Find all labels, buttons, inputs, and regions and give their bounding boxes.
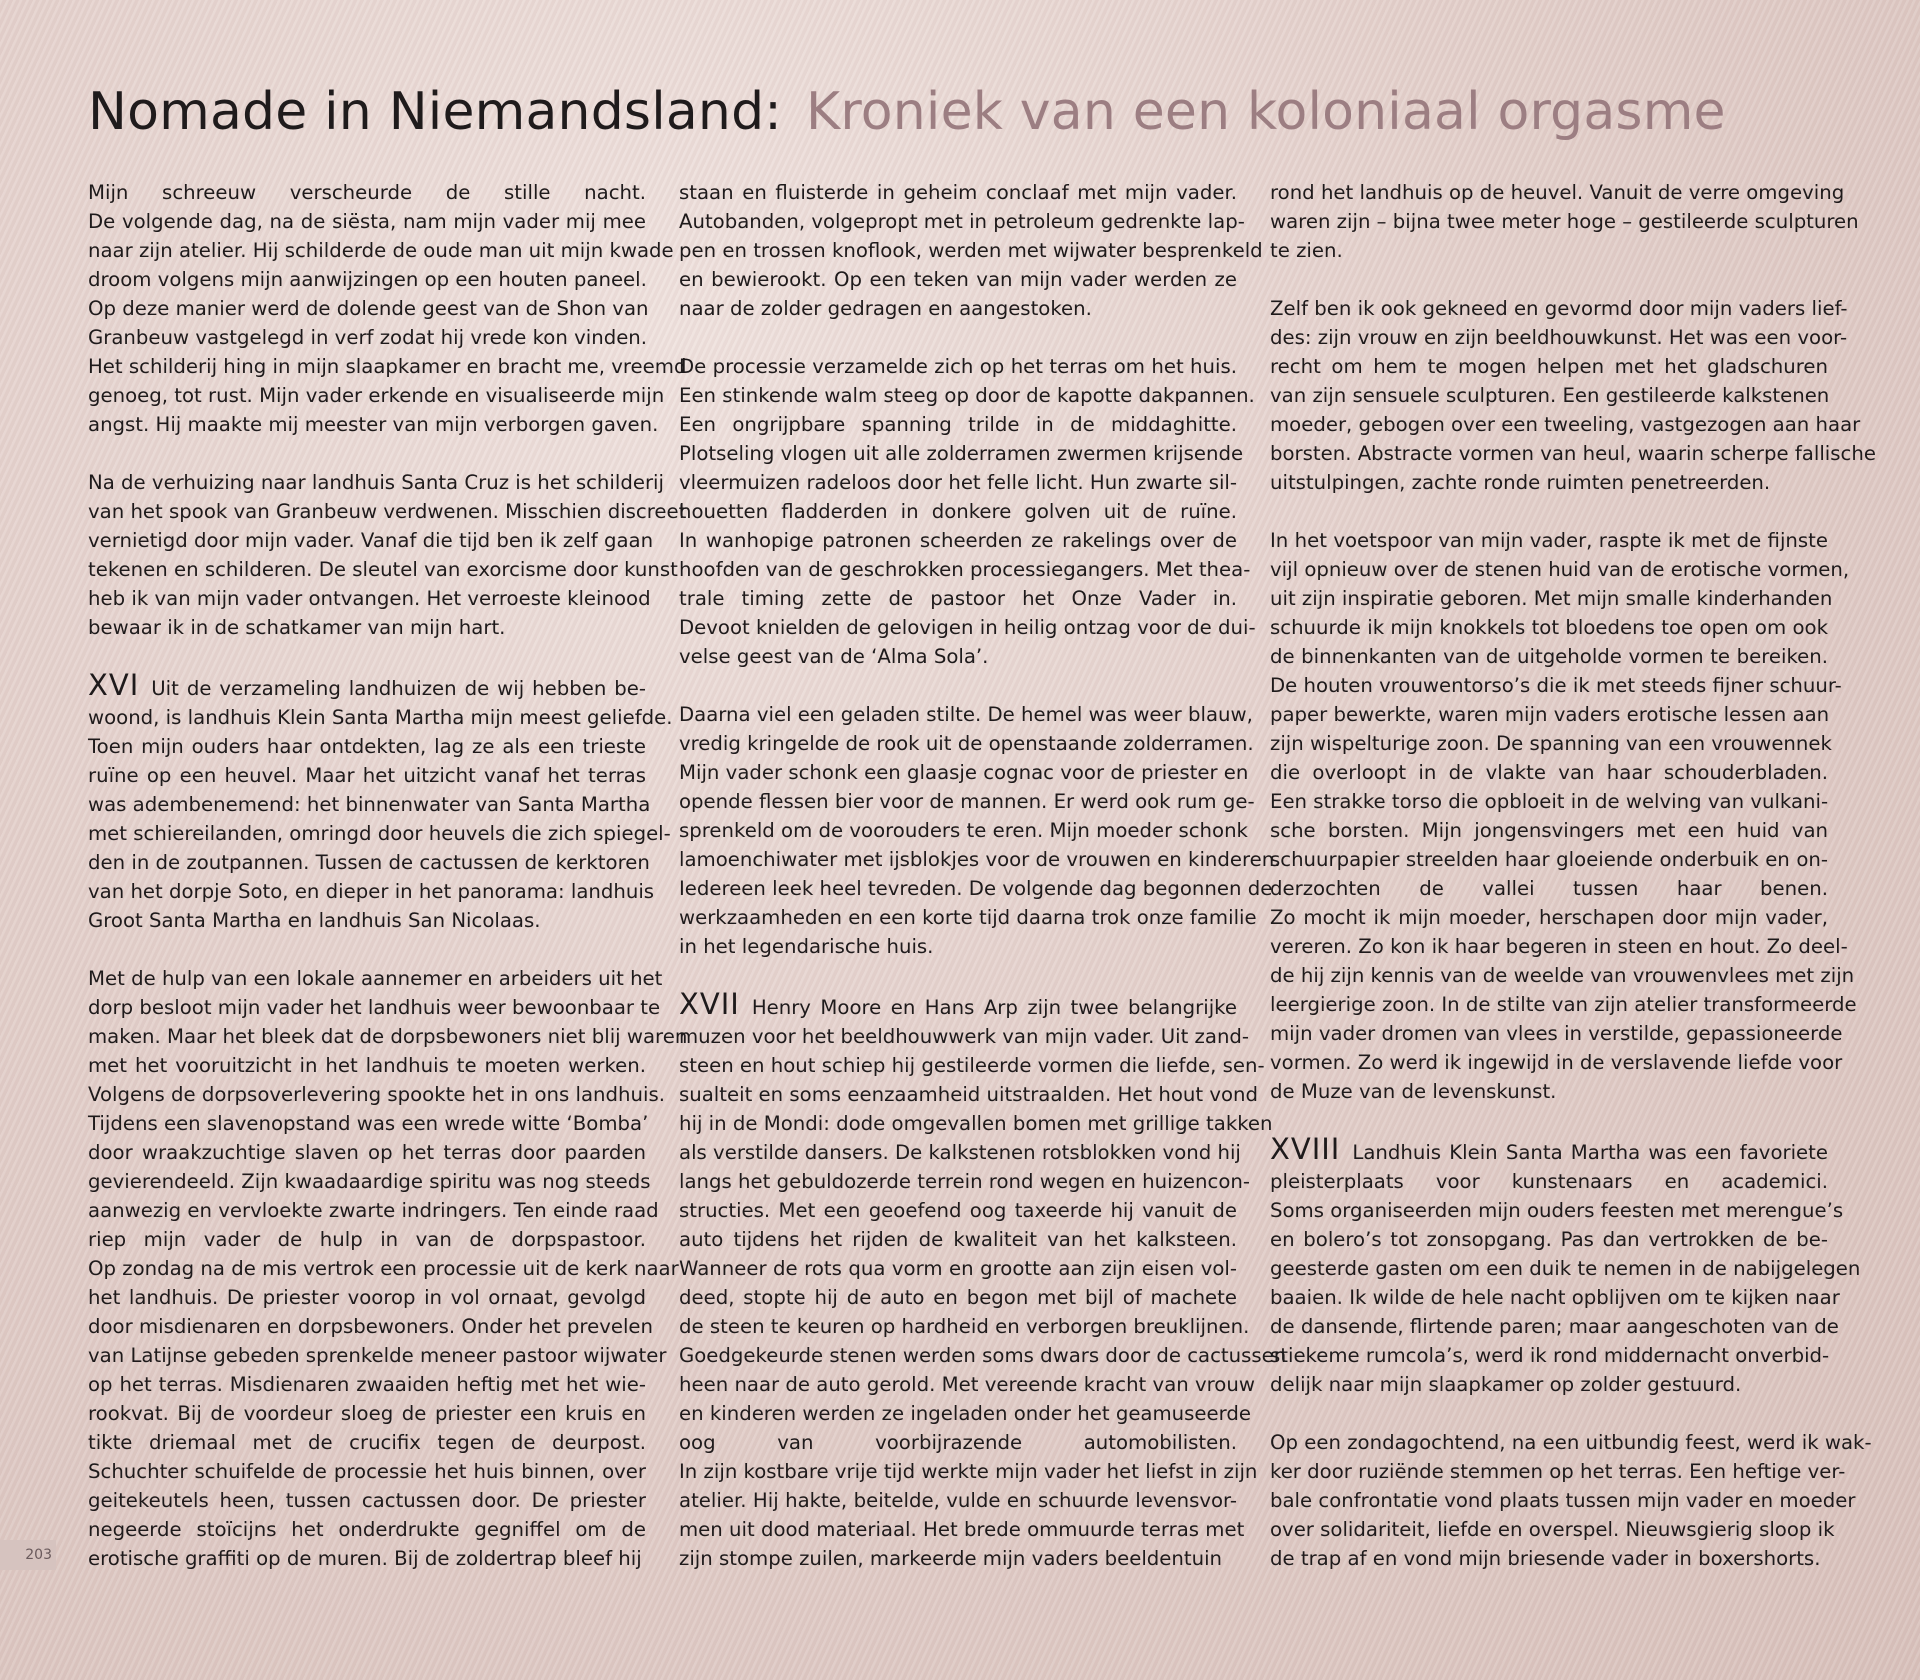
line-text: Wanneer de rots qua vorm en grootte aan zijn eisen vol-: [679, 1257, 1237, 1280]
line-text: De volgende dag, na de siësta, nam mijn vader mij mee: [88, 210, 646, 233]
page-title: [88, 72, 1726, 152]
line-text: werkzaamheden en een korte tijd daarna trok onze familie: [679, 906, 1257, 929]
text-line: [679, 1544, 1237, 1573]
line-text: maken. Maar het bleek dat de dorpsbewoners niet blij waren: [88, 1025, 688, 1048]
line-text: opende flessen bier voor de mannen. Er werd ook rum ge-: [679, 790, 1255, 813]
text-line: [88, 584, 651, 613]
line-text: In het voetspoor van mijn vader, raspte ik met de fijnste: [1270, 529, 1828, 552]
text-line: [679, 642, 1237, 671]
text-line: [1270, 584, 1833, 613]
text-line: [1270, 1544, 1828, 1573]
section-numeral: XVI: [88, 668, 140, 702]
text-line: [679, 1370, 1255, 1399]
line-text: langs het gebuldozerde terrein rond wegen en huizencon-: [679, 1170, 1250, 1193]
text-line: [88, 1486, 646, 1515]
text-line: [88, 294, 649, 323]
text-line: [88, 526, 654, 555]
line-text: Zelf ben ik ook gekneed en gevormd door mijn vaders lief-: [1270, 297, 1848, 320]
line-text: woond, is landhuis Klein Santa Martha mijn meest geliefde.: [88, 706, 673, 729]
text-line: [679, 236, 1263, 265]
line-text: pleisterplaats voor kunstenaars en academici.: [1270, 1170, 1828, 1193]
text-line: [88, 964, 663, 993]
line-text: geesterde gasten om een duik te nemen in de nabijgelegen: [1270, 1257, 1861, 1280]
line-text: angst. Hij maakte mij meester van mijn verborgen gaven.: [88, 413, 659, 436]
line-text: Zo mocht ik mijn moeder, herschapen door mijn vader,: [1270, 906, 1828, 929]
text-line: [679, 729, 1254, 758]
paragraph: [1270, 526, 1857, 1106]
text-line: [88, 1167, 651, 1196]
text-line: [88, 1225, 646, 1254]
line-text: borsten. Abstracte vormen van heul, waarin scherpe fallische: [1270, 442, 1876, 465]
text-line: [679, 874, 1273, 903]
line-text: zijn stompe zuilen, markeerde mijn vaders beeldentuin: [679, 1547, 1223, 1570]
text-line: [679, 903, 1257, 932]
text-line: [679, 352, 1237, 381]
text-line: [1270, 729, 1832, 758]
text-line: [1270, 845, 1828, 874]
line-text: gevierendeeld. Zijn kwaadaardige spiritu was nog steeds: [88, 1170, 651, 1193]
line-text: Mijn schreeuw verscheurde de stille nacht.: [88, 181, 646, 204]
paragraph: [88, 468, 687, 642]
paragraph: [679, 352, 1256, 671]
line-text: de dansende, flirtende paren; maar aangeschoten van de: [1270, 1315, 1839, 1338]
line-text: mijn vader dromen van vlees in verstilde, gepassioneerde: [1270, 1022, 1843, 1045]
line-text: zijn wispelturige zoon. De spanning van een vrouwennek: [1270, 732, 1832, 755]
text-line: [88, 1457, 646, 1486]
line-text: atelier. Hij hakte, beitelde, vulde en schuurde levensvor-: [679, 1489, 1237, 1512]
text-line: [679, 1051, 1265, 1080]
text-line: [679, 1486, 1237, 1515]
text-line: [88, 1399, 646, 1428]
line-text: die overloopt in de vlakte van haar schouderbladen.: [1270, 761, 1828, 784]
text-line: [1270, 1048, 1843, 1077]
line-text: Schuchter schuifelde de processie het huis binnen, over: [88, 1460, 646, 1483]
line-text: de hij zijn kennis van de weelde van vrouwenvlees met zijn: [1270, 964, 1855, 987]
line-text: Plotseling vlogen uit alle zolderramen zwermen krijsende: [679, 442, 1244, 465]
line-text: De processie verzamelde zich op het terras om het huis.: [679, 355, 1237, 378]
text-line: [1270, 1370, 1828, 1399]
text-line: [679, 178, 1237, 207]
line-text: ker door ruziënde stemmen op het terras. Een heftige ver-: [1270, 1460, 1846, 1483]
text-line: [88, 703, 673, 732]
text-line: [88, 732, 646, 761]
line-text: tekenen en schilderen. De sleutel van exorcisme door kunst: [88, 558, 678, 581]
line-text: met het vooruitzicht in het landhuis te moeten werken.: [88, 1054, 646, 1077]
line-text: heb ik van mijn vader ontvangen. Het verroeste kleinood: [88, 587, 651, 610]
text-line: [1270, 294, 1848, 323]
text-line: [1270, 236, 1828, 265]
text-line: [88, 1312, 654, 1341]
page-number: 203: [0, 1540, 56, 1570]
line-text: Toen mijn ouders haar ontdekten, lag ze als een trieste: [88, 735, 646, 758]
line-text: Devoot knielden de gelovigen in heilig ontzag voor de dui-: [679, 616, 1256, 639]
text-line: [1270, 1486, 1856, 1515]
line-text: vredig kringelde de rook uit de openstaande zolderramen.: [679, 732, 1254, 755]
line-text: Soms organiseerden mijn ouders feesten met merengue’s: [1270, 1199, 1844, 1222]
line-text: rookvat. Bij de voordeur sloeg de priester een kruis en: [88, 1402, 646, 1425]
text-line: [88, 1196, 659, 1225]
text-line: [679, 555, 1251, 584]
line-text: ruïne op een heuvel. Maar het uitzicht vanaf het terras: [88, 764, 646, 787]
text-line: [1270, 526, 1828, 555]
line-text: van zijn sensuele sculpturen. Een gestileerde kalkstenen: [1270, 384, 1830, 407]
line-text: velse geest van de ‘Alma Sola’.: [679, 645, 989, 668]
text-line: [1270, 1077, 1828, 1106]
text-column-1: [88, 178, 688, 1602]
text-line: [88, 178, 646, 207]
paragraph: [1270, 1428, 1872, 1573]
paragraph: [1270, 294, 1876, 497]
line-text: bale confrontatie vond plaats tussen mijn vader en moeder: [1270, 1489, 1856, 1512]
text-line: [88, 1370, 646, 1399]
text-line: [679, 1283, 1237, 1312]
line-text: van het dorpje Soto, en dieper in het panorama: landhuis: [88, 880, 655, 903]
line-text: naar de zolder gedragen en aangestoken.: [679, 297, 1092, 320]
text-line: [679, 1138, 1241, 1167]
text-line: [1270, 700, 1828, 729]
text-line: [1270, 990, 1857, 1019]
line-text: riep mijn vader de hulp in van de dorpspastoor.: [88, 1228, 646, 1251]
text-line: [679, 1254, 1237, 1283]
text-line: [1270, 613, 1828, 642]
text-line: [1270, 1196, 1844, 1225]
text-line: [88, 1283, 646, 1312]
line-text: Granbeuw vastgelegd in verf zodat hij vrede kon vinden.: [88, 326, 648, 349]
text-line: [679, 381, 1255, 410]
text-line: [679, 1457, 1258, 1486]
text-line: [1270, 1167, 1828, 1196]
text-line: [1270, 758, 1828, 787]
line-text: sche borsten. Mijn jongensvingers met een huid van: [1270, 819, 1828, 842]
text-line: [1270, 323, 1848, 352]
line-text: was adembenemend: het binnenwater van Santa Martha: [88, 793, 651, 816]
line-text: Autobanden, volgepropt met in petroleum gedrenkte lap-: [679, 210, 1245, 233]
line-text: heen naar de auto gerold. Met vereende kracht van vrouw: [679, 1373, 1255, 1396]
text-line: [88, 555, 678, 584]
text-line: [679, 207, 1245, 236]
line-text: muzen voor het beeldhouwwerk van mijn vader. Uit zand-: [679, 1025, 1250, 1048]
text-line: [1270, 1019, 1843, 1048]
text-line: [1270, 352, 1828, 381]
line-text: In zijn kostbare vrije tijd werkte mijn vader het liefst in zijn: [679, 1460, 1258, 1483]
line-text: schuurpapier streelden haar gloeiende onderbuik en on-: [1270, 848, 1828, 871]
line-text: de steen te keuren op hardheid en verborgen breuklijnen.: [679, 1315, 1250, 1338]
line-text: paper bewerkte, waren mijn vaders erotische lessen aan: [1270, 703, 1830, 726]
line-text: pen en trossen knoflook, werden met wijwater besprenkeld: [679, 239, 1263, 262]
text-line: [1270, 1225, 1828, 1254]
line-text: moeder, gebogen over een tweeling, vastgezogen aan haar: [1270, 413, 1861, 436]
line-text: Tijdens een slavenopstand was een wrede witte ‘Bomba’: [88, 1112, 649, 1135]
line-text: dorp besloot mijn vader het landhuis weer bewoonbaar te: [88, 996, 661, 1019]
line-text: Volgens de dorpsoverlevering spookte het in ons landhuis.: [88, 1083, 665, 1106]
text-line: [679, 987, 1237, 1022]
text-line: [679, 1312, 1250, 1341]
text-line: [679, 1225, 1237, 1254]
text-line: [88, 381, 665, 410]
line-text: men uit dood materiaal. Het brede ommuurde terras met: [679, 1518, 1245, 1541]
text-line: [679, 1515, 1245, 1544]
line-text: Op deze manier werd de dolende geest van de Shon van: [88, 297, 649, 320]
line-text: aanwezig en vervloekte zwarte indringers. Ten einde raad: [88, 1199, 659, 1222]
text-line: [679, 497, 1237, 526]
line-text: uitstulpingen, zachte ronde ruimten penetreerden.: [1270, 471, 1771, 494]
line-text: stiekeme rumcola’s, werd ik rond middernacht onverbid-: [1270, 1344, 1830, 1367]
line-text: structies. Met een geoefend oog taxeerde hij vanuit de: [679, 1199, 1237, 1222]
line-text: deed, stopte hij de auto en begon met bijl of machete: [679, 1286, 1237, 1309]
text-line: [1270, 787, 1828, 816]
text-line: [88, 236, 674, 265]
line-text: Daarna viel een geladen stilte. De hemel was weer blauw,: [679, 703, 1253, 726]
text-line: [88, 468, 664, 497]
line-text: waren zijn – bijna twee meter hoge – gestileerde sculpturen: [1270, 210, 1859, 233]
line-text: vernietigd door mijn vader. Vanaf die tijd ben ik zelf gaan: [88, 529, 654, 552]
line-text: vormen. Zo werd ik ingewijd in de verslavende liefde voor: [1270, 1051, 1843, 1074]
text-line: [88, 1051, 646, 1080]
line-text: van Latijnse gebeden sprenkelde meneer pastoor wijwater: [88, 1344, 667, 1367]
line-text: de trap af en vond mijn briesende vader in boxershorts.: [1270, 1547, 1821, 1570]
text-line: [679, 1399, 1251, 1428]
text-line: [88, 1080, 665, 1109]
line-text: droom volgens mijn aanwijzingen op een houten paneel.: [88, 268, 647, 291]
paragraph: [1270, 1132, 1861, 1399]
text-line: [88, 1341, 667, 1370]
text-line: [88, 352, 687, 381]
text-line: [679, 410, 1237, 439]
line-text: sualteit en soms eenzaamheid uitstraalden. Het hout vond: [679, 1083, 1259, 1106]
text-line: [1270, 1254, 1861, 1283]
text-line: [88, 1022, 688, 1051]
text-line: [1270, 1457, 1846, 1486]
text-line: [1270, 410, 1861, 439]
line-text: de Muze van de levenskunst.: [1270, 1080, 1557, 1103]
text-line: [88, 497, 687, 526]
line-text: en bolero’s tot zonsopgang. Pas dan vertrokken de be-: [1270, 1228, 1828, 1251]
text-line: [679, 1196, 1237, 1225]
line-text: Na de verhuizing naar landhuis Santa Cruz is het schilderij: [88, 471, 664, 494]
line-text: De houten vrouwentorso’s die ik met steeds fijner schuur-: [1270, 674, 1842, 697]
text-line: [679, 468, 1237, 497]
line-text: te zien.: [1270, 239, 1343, 262]
text-line: [679, 584, 1237, 613]
text-column-2: [679, 178, 1287, 1602]
text-line: [88, 1515, 646, 1544]
line-text: leergierige zoon. In de stilte van zijn atelier transformeerde: [1270, 993, 1857, 1016]
line-text: het landhuis. De priester voorop in vol ornaat, gevolgd: [88, 1286, 646, 1309]
line-text: hij in de Mondi: dode omgevallen bomen met grillige takken: [679, 1112, 1273, 1135]
text-line: [1270, 961, 1855, 990]
text-line: [88, 993, 661, 1022]
line-text: Op een zondagochtend, na een uitbundig feest, werd ik wak-: [1270, 1431, 1872, 1454]
line-text: sprenkeld om de voorouders te eren. Mijn moeder schonk: [679, 819, 1248, 842]
line-text: naar zijn atelier. Hij schilderde de oude man uit mijn kwade: [88, 239, 674, 262]
text-line: [88, 790, 651, 819]
text-line: [88, 819, 671, 848]
title-subtitle: Kroniek van een koloniaal orgasme: [806, 82, 1726, 142]
line-text: door misdienaren en dorpsbewoners. Onder het prevelen: [88, 1315, 654, 1338]
line-text: en kinderen werden ze ingeladen onder het geamuseerde: [679, 1402, 1251, 1425]
section-numeral: XVII: [679, 987, 740, 1021]
line-text: steen en hout schiep hij gestileerde vormen die liefde, sen-: [679, 1054, 1265, 1077]
text-line: [1270, 1515, 1835, 1544]
line-text: op het terras. Misdienaren zwaaiden heftig met het wie-: [88, 1373, 646, 1396]
text-line: [679, 1341, 1287, 1370]
line-text: erotische graffiti op de muren. Bij de zoldertrap bleef hij: [88, 1547, 642, 1570]
text-line: [679, 1428, 1237, 1457]
line-text: oog van voorbijrazende automobilisten.: [679, 1431, 1237, 1454]
text-line: [679, 1167, 1250, 1196]
text-line: [88, 1428, 646, 1457]
text-line: [1270, 903, 1828, 932]
text-line: [679, 1109, 1273, 1138]
text-line: [679, 294, 1237, 323]
line-text: trale timing zette de pastoor het Onze Vader in.: [679, 587, 1237, 610]
text-line: [1270, 642, 1828, 671]
text-line: [88, 761, 646, 790]
text-line: [679, 816, 1248, 845]
line-text: Groot Santa Martha en landhuis San Nicolaas.: [88, 909, 541, 932]
text-line: [88, 877, 655, 906]
text-line: [1270, 1132, 1828, 1167]
text-line: [1270, 932, 1848, 961]
text-line: [88, 1254, 679, 1283]
text-line: [88, 207, 646, 236]
paragraph: [679, 178, 1263, 323]
line-text: Henry Moore en Hans Arp zijn twee belangrijke: [751, 996, 1237, 1019]
line-text: schuurde ik mijn knokkels tot bloedens toe open om ook: [1270, 616, 1828, 639]
text-line: [1270, 439, 1876, 468]
text-line: [88, 265, 646, 294]
text-line: [1270, 816, 1828, 845]
line-text: Een ongrijpbare spanning trilde in de middaghitte.: [679, 413, 1237, 436]
text-line: [88, 323, 646, 352]
text-line: [88, 848, 650, 877]
text-line: [679, 613, 1256, 642]
line-text: In wanhopige patronen scheerden ze rakelings over de: [679, 529, 1237, 552]
line-text: genoeg, tot rust. Mijn vader erkende en visualiseerde mijn: [88, 384, 665, 407]
text-column-3: [1270, 178, 1876, 1602]
text-line: [88, 668, 646, 703]
line-text: bewaar ik in de schatkamer van mijn hart.: [88, 616, 506, 639]
text-line: [1270, 178, 1845, 207]
text-line: [88, 1109, 649, 1138]
line-text: met schiereilanden, omringd door heuvels die zich spiegel-: [88, 822, 671, 845]
line-text: recht om hem te mogen helpen met het gladschuren: [1270, 355, 1828, 378]
text-line: [1270, 1312, 1839, 1341]
line-text: als verstilde dansers. De kalkstenen rotsblokken vond hij: [679, 1141, 1241, 1164]
line-text: Met de hulp van een lokale aannemer en arbeiders uit het: [88, 967, 663, 990]
line-text: des: zijn vrouw en zijn beeldhouwkunst. Het was een voor-: [1270, 326, 1848, 349]
paragraph: [679, 987, 1287, 1573]
line-text: Het schilderij hing in mijn slaapkamer en bracht me, vreemd: [88, 355, 687, 378]
line-text: delijk naar mijn slaapkamer op zolder gestuurd.: [1270, 1373, 1742, 1396]
line-text: en bewierookt. Op een teken van mijn vader werden ze: [679, 268, 1237, 291]
line-text: baaien. Ik wilde de hele nacht opblijven om te kijken naar: [1270, 1286, 1840, 1309]
line-text: Een stinkende walm steeg op door de kapotte dakpannen.: [679, 384, 1255, 407]
line-text: hoofden van de geschrokken processiegangers. Met thea-: [679, 558, 1251, 581]
line-text: Iedereen leek heel tevreden. De volgende dag begonnen de: [679, 877, 1273, 900]
title-main: Nomade in Niemandsland:: [88, 82, 783, 142]
line-text: Goedgekeurde stenen werden soms dwars door de cactussen: [679, 1344, 1287, 1367]
text-line: [679, 1022, 1250, 1051]
text-line: [1270, 1341, 1828, 1370]
line-text: de binnenkanten van de uitgeholde vormen te bereiken.: [1270, 645, 1828, 668]
line-text: geitekeutels heen, tussen cactussen door. De priester: [88, 1489, 646, 1512]
text-line: [88, 906, 646, 935]
line-text: staan en fluisterde in geheim conclaaf met mijn vader.: [679, 181, 1237, 204]
line-text: lamoenchiwater met ijsblokjes voor de vrouwen en kinderen.: [679, 848, 1281, 871]
line-text: vijl opnieuw over de stenen huid van de erotische vormen,: [1270, 558, 1850, 581]
paragraph: [88, 178, 687, 439]
text-line: [1270, 555, 1850, 584]
line-text: den in de zoutpannen. Tussen de cactussen de kerktoren: [88, 851, 650, 874]
section-numeral: XVIII: [1270, 1132, 1341, 1166]
line-text: Op zondag na de mis vertrok een processie uit de kerk naar: [88, 1257, 679, 1280]
text-line: [1270, 1283, 1840, 1312]
text-line: [1270, 1428, 1872, 1457]
text-line: [1270, 381, 1828, 410]
paragraph: [1270, 178, 1859, 265]
text-line: [679, 439, 1244, 468]
line-text: over solidariteit, liefde en overspel. Nieuwsgierig sloop ik: [1270, 1518, 1835, 1541]
line-text: houetten fladderden in donkere golven uit de ruïne.: [679, 500, 1237, 523]
text-line: [1270, 874, 1828, 903]
text-line: [88, 613, 646, 642]
line-text: vleermuizen radeloos door het felle licht. Hun zwarte sil-: [679, 471, 1237, 494]
line-text: in het legendarische huis.: [679, 935, 934, 958]
paragraph: [88, 668, 673, 935]
line-text: van het spook van Granbeuw verdwenen. Misschien discreet: [88, 500, 687, 523]
text-line: [88, 1544, 646, 1573]
line-text: rond het landhuis op de heuvel. Vanuit de verre omgeving: [1270, 181, 1845, 204]
text-line: [88, 410, 659, 439]
text-line: [679, 932, 1237, 961]
line-text: vereren. Zo kon ik haar begeren in steen en hout. Zo deel-: [1270, 935, 1848, 958]
text-line: [1270, 468, 1828, 497]
line-text: negeerde stoïcijns het onderdrukte gegniffel om de: [88, 1518, 646, 1541]
text-line: [679, 1080, 1259, 1109]
text-line: [679, 787, 1255, 816]
paragraph: [88, 964, 688, 1573]
line-text: door wraakzuchtige slaven op het terras door paarden: [88, 1141, 646, 1164]
line-text: Landhuis Klein Santa Martha was een favoriete: [1352, 1141, 1828, 1164]
text-line: [679, 700, 1253, 729]
text-line: [679, 845, 1281, 874]
text-line: [679, 265, 1237, 294]
line-text: auto tijdens het rijden de kwaliteit van het kalksteen.: [679, 1228, 1237, 1251]
line-text: Een strakke torso die opbloeit in de welving van vulkani-: [1270, 790, 1829, 813]
paragraph: [679, 700, 1281, 961]
line-text: derzochten de vallei tussen haar benen.: [1270, 877, 1828, 900]
text-line: [88, 1138, 646, 1167]
text-line: [1270, 671, 1842, 700]
line-text: Mijn vader schonk een glaasje cognac voor de priester en: [679, 761, 1249, 784]
text-line: [679, 758, 1249, 787]
line-text: uit zijn inspiratie geboren. Met mijn smalle kinderhanden: [1270, 587, 1833, 610]
text-line: [679, 526, 1237, 555]
line-text: tikte driemaal met de crucifix tegen de deurpost.: [88, 1431, 646, 1454]
line-text: Uit de verzameling landhuizen de wij hebben be-: [151, 677, 646, 700]
text-line: [1270, 207, 1859, 236]
